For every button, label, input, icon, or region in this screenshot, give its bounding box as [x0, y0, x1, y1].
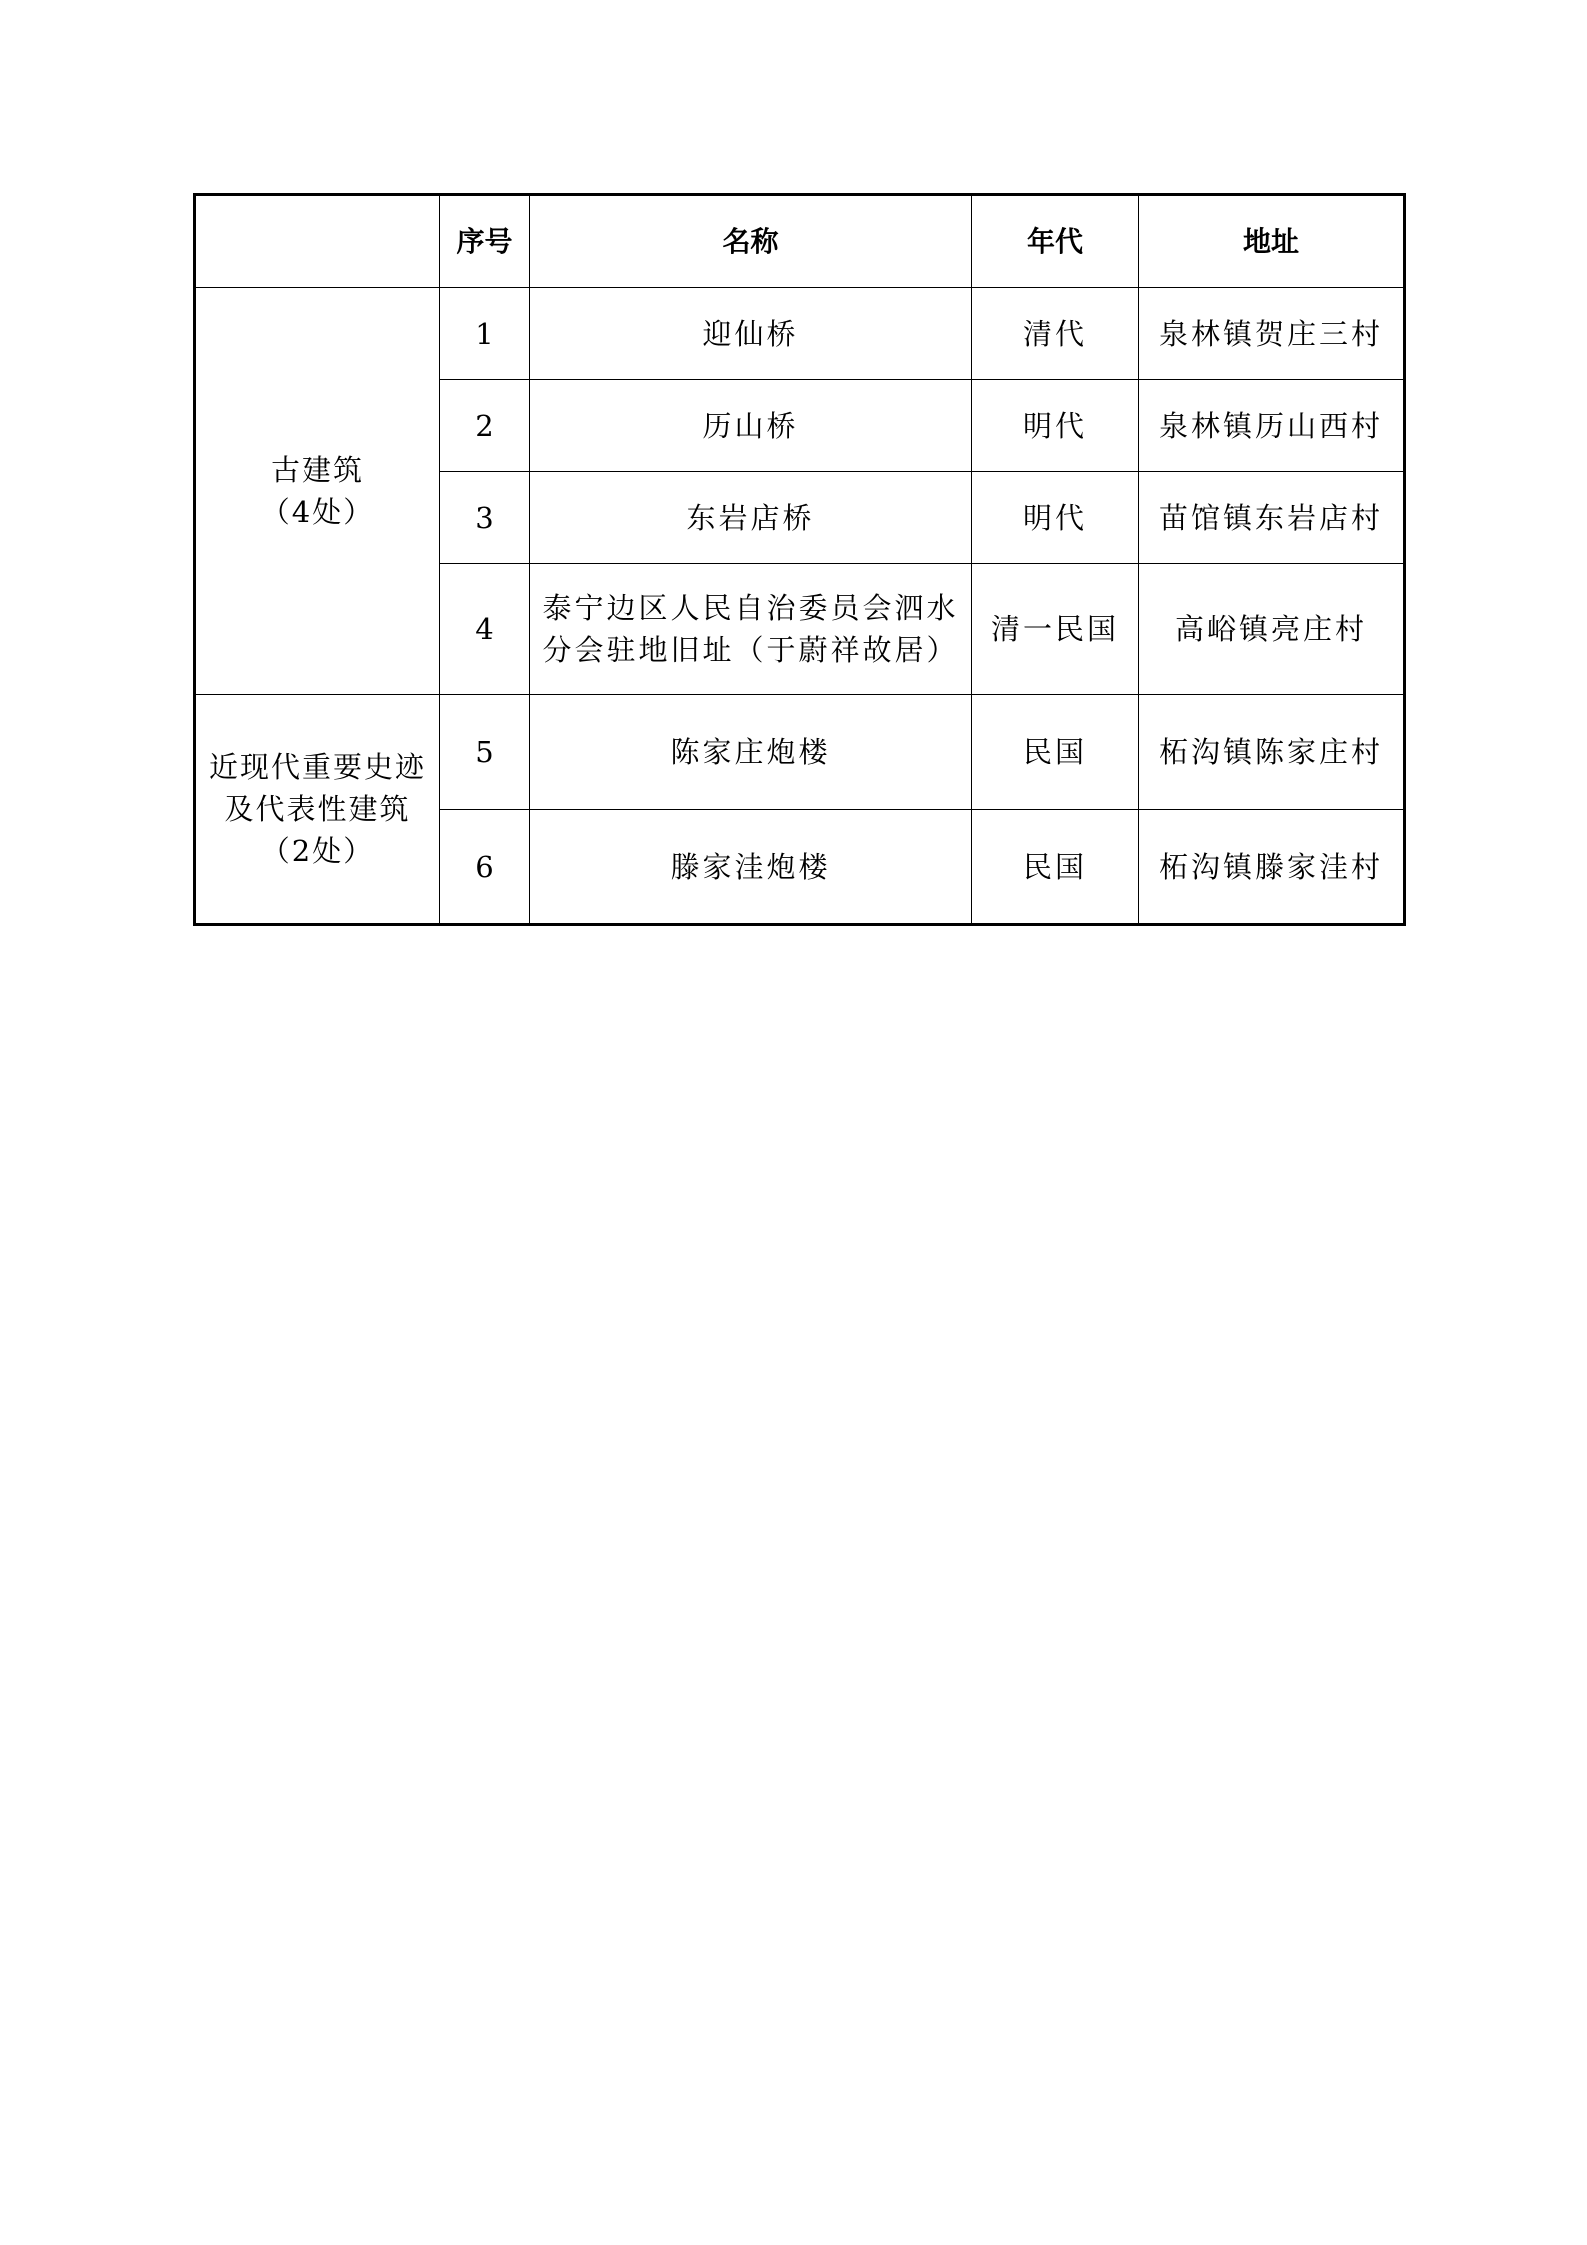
header-number: 序号 — [440, 195, 530, 288]
row-number: 5 — [440, 695, 530, 810]
category-count: （4处） — [260, 495, 375, 529]
row-address: 泉林镇历山西村 — [1139, 380, 1405, 472]
row-name: 东岩店桥 — [530, 472, 972, 564]
row-name: 陈家庄炮楼 — [530, 695, 972, 810]
row-name: 迎仙桥 — [530, 288, 972, 380]
table-row — [195, 695, 1405, 810]
row-number: 4 — [440, 564, 530, 695]
row-number: 6 — [440, 810, 530, 925]
row-era: 明代 — [972, 380, 1139, 472]
row-address: 苗馆镇东岩店村 — [1139, 472, 1405, 564]
row-address: 高峪镇亮庄村 — [1139, 564, 1405, 695]
category-cell-modern — [195, 695, 440, 925]
heritage-table — [193, 193, 1406, 926]
table-row — [195, 288, 1405, 380]
row-number: 3 — [440, 472, 530, 564]
row-era: 清代 — [972, 288, 1139, 380]
header-name: 名称 — [530, 195, 972, 288]
row-name: 泰宁边区人民自治委员会泗水分会驻地旧址（于蔚祥故居） — [530, 564, 972, 695]
table-header-row — [195, 195, 1405, 288]
row-era: 民国 — [972, 810, 1139, 925]
category-label: 近现代重要史迹及代表性建筑 — [208, 750, 426, 826]
row-name: 历山桥 — [530, 380, 972, 472]
row-name: 滕家洼炮楼 — [530, 810, 972, 925]
category-cell-ancient — [195, 288, 440, 695]
row-era: 民国 — [972, 695, 1139, 810]
row-address: 柘沟镇滕家洼村 — [1139, 810, 1405, 925]
row-era: 清一民国 — [972, 564, 1139, 695]
row-number: 2 — [440, 380, 530, 472]
row-number: 1 — [440, 288, 530, 380]
row-era: 明代 — [972, 472, 1139, 564]
header-category — [195, 195, 440, 288]
category-count: （2处） — [260, 834, 375, 868]
category-label: 古建筑 — [270, 453, 364, 487]
row-address: 泉林镇贺庄三村 — [1139, 288, 1405, 380]
row-address: 柘沟镇陈家庄村 — [1139, 695, 1405, 810]
header-era: 年代 — [972, 195, 1139, 288]
header-address: 地址 — [1139, 195, 1405, 288]
